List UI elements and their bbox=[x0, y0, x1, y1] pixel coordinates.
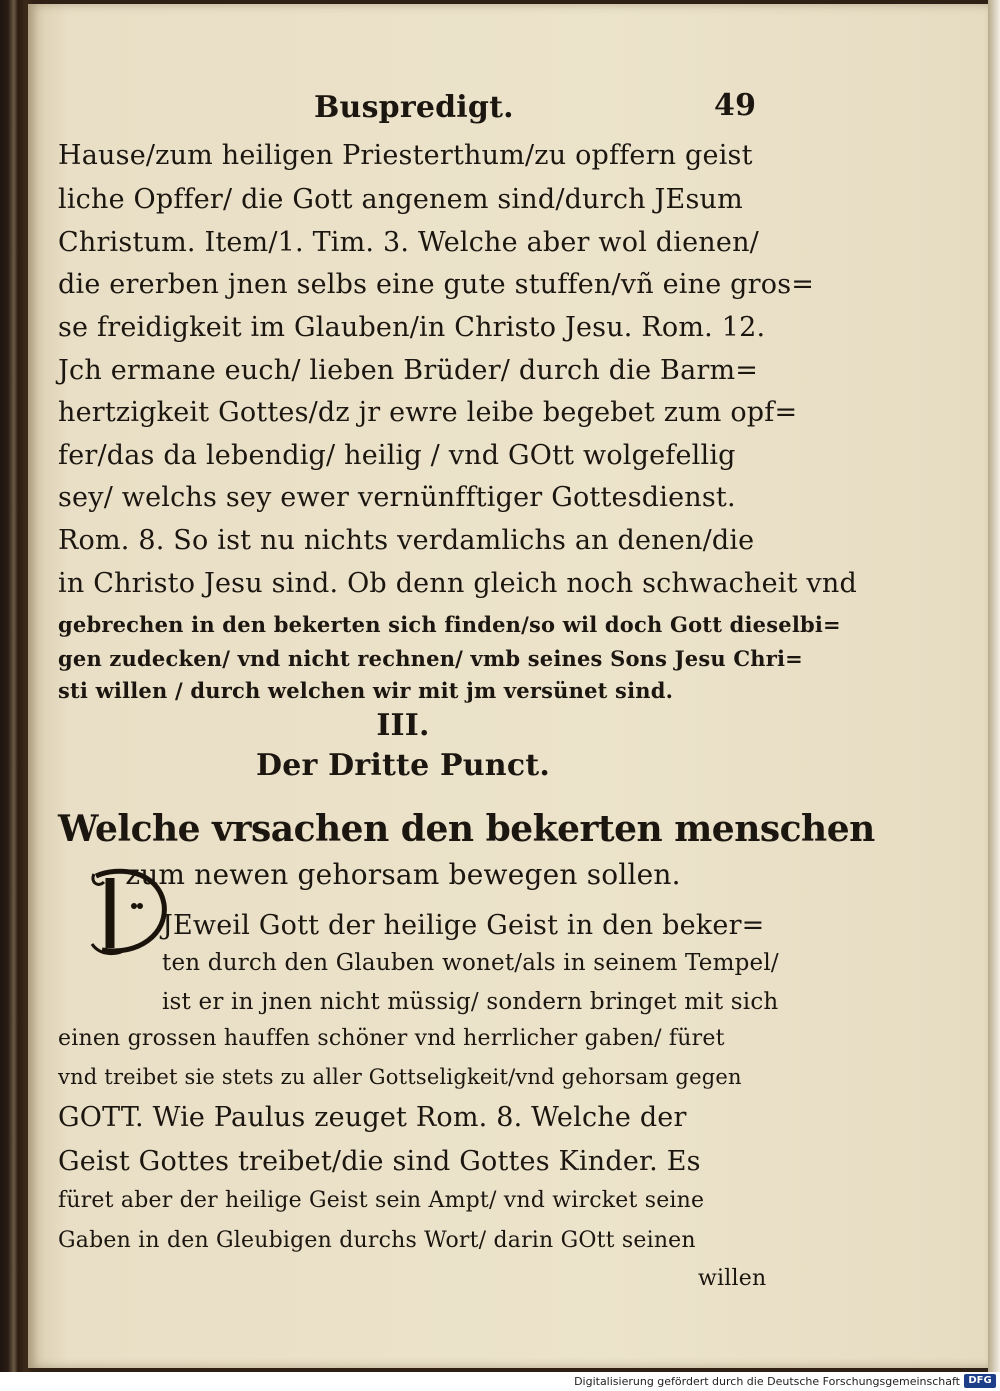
catchword: willen bbox=[698, 1266, 767, 1291]
page-number: 49 bbox=[714, 88, 757, 123]
running-head: Buspredigt. bbox=[314, 90, 514, 125]
text-line: fer/das da lebendig/ heilig / vnd GOtt wolgefellig bbox=[58, 440, 736, 471]
text-line: ist er in jnen nicht müssig/ sondern bringet mit sich bbox=[162, 989, 779, 1015]
text-line: GOTT. Wie Paulus zeuget Rom. 8. Welche der bbox=[58, 1102, 687, 1133]
text-line: die ererben jnen selbs eine gute stuffen/vñ eine gros= bbox=[58, 269, 815, 300]
section-title-line-2: zum newen gehorsam bewegen sollen. bbox=[125, 858, 681, 891]
section-title-line-1: Welche vrsachen den bekerten menschen bbox=[58, 808, 875, 850]
text-line: in Christo Jesu sind. Ob denn gleich noch schwacheit vnd bbox=[58, 568, 857, 599]
text-line: Rom. 8. So ist nu nichts verdamlichs an denen/die bbox=[58, 525, 755, 556]
text-line: Christum. Item/1. Tim. 3. Welche aber wol dienen/ bbox=[58, 227, 759, 258]
funding-credit: Digitalisierung gefördert durch die Deutsche Forschungsgemeinschaft bbox=[574, 1375, 960, 1388]
page-edge bbox=[988, 0, 1000, 1372]
text-line: hertzigkeit Gottes/dz jr ewre leibe begebet zum opf= bbox=[58, 397, 798, 428]
text-line: gebrechen in den bekerten sich finden/so wil doch Gott dieselbi= bbox=[58, 612, 841, 637]
section-heading: Der Dritte Punct. bbox=[256, 748, 550, 783]
text-line: sti willen / durch welchen wir mit jm versünet sind. bbox=[58, 678, 674, 703]
text-line: JEweil Gott der heilige Geist in den beker= bbox=[162, 910, 765, 941]
section-numeral: III. bbox=[376, 708, 430, 743]
text-line: einen grossen hauffen schöner vnd herrlicher gaben/ füret bbox=[58, 1026, 725, 1051]
text-line: vnd treibet sie stets zu aller Gottseligkeit/vnd gehorsam gegen bbox=[58, 1065, 742, 1089]
text-line: liche Opffer/ die Gott angenem sind/durch JEsum bbox=[58, 184, 743, 215]
text-line: gen zudecken/ vnd nicht rechnen/ vmb seines Sons Jesu Chri= bbox=[58, 646, 803, 671]
text-line: Gaben in den Gleubigen durchs Wort/ darin GOtt seinen bbox=[58, 1228, 696, 1253]
text-line: Geist Gottes treibet/die sind Gottes Kinder. Es bbox=[58, 1146, 701, 1177]
dfg-logo-icon: DFG bbox=[964, 1374, 996, 1388]
text-line: füret aber der heilige Geist sein Ampt/ vnd wircket seine bbox=[58, 1188, 705, 1213]
text-line: Jch ermane euch/ lieben Brüder/ durch die Barm= bbox=[58, 355, 759, 386]
text-line: ten durch den Glauben wonet/als in seinem Tempel/ bbox=[162, 950, 779, 976]
text-line: se freidigkeit im Glauben/in Christo Jesu. Rom. 12. bbox=[58, 312, 766, 343]
book-page bbox=[28, 4, 988, 1368]
footer-bar bbox=[0, 1372, 1000, 1391]
text-line: Hause/zum heiligen Priesterthum/zu opffern geist bbox=[58, 140, 753, 171]
text-line: sey/ welchs sey ewer vernünfftiger Gottesdienst. bbox=[58, 482, 736, 513]
